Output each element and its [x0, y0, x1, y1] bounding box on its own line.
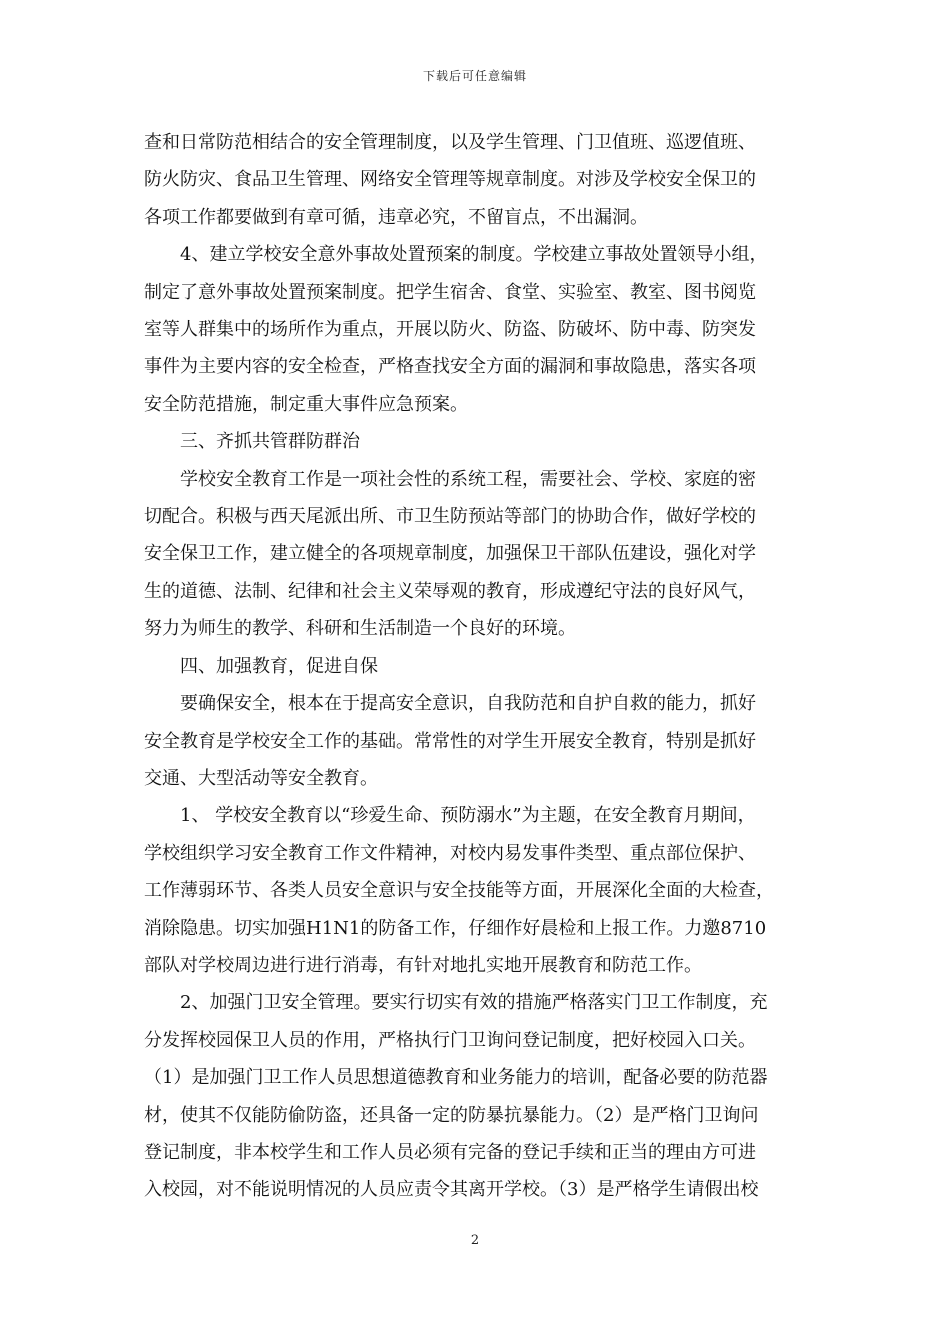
text-line: 要确保安全，根本在于提高安全意识，自我防范和自护自救的能力，抓好: [180, 693, 756, 715]
text-line: 入校园，对不能说明情况的人员应责令其离开学校。（3）是严格学生请假出校: [144, 1179, 759, 1201]
text-line: 学校组织学习安全教育工作文件精神，对校内易发事件类型、重点部位保护、: [144, 842, 756, 864]
text-line: 四、加强教育，促进自保: [180, 655, 378, 677]
text-line: 室等人群集中的场所作为重点，开展以防火、防盗、防破坏、防中毒、防突发: [144, 319, 756, 341]
text-line: 安全防范措施，制定重大事件应急预案。: [144, 393, 468, 415]
text-line: 部队对学校周边进行进行消毒，有针对地扎实地开展教育和防范工作。: [144, 954, 702, 976]
text-line: 防火防灾、食品卫生管理、网络安全管理等规章制度。对涉及学校安全保卫的: [144, 169, 756, 191]
text-line: 切配合。积极与西天尾派出所、市卫生防预站等部门的协助合作，做好学校的: [144, 506, 756, 528]
text-line: 安全保卫工作，建立健全的各项规章制度，加强保卫干部队伍建设，强化对学: [144, 543, 756, 565]
text-line: 材，使其不仅能防偷防盗，还具备一定的防暴抗暴能力。（2）是严格门卫询问: [144, 1104, 759, 1126]
text-line: 事件为主要内容的安全检查，严格查找安全方面的漏洞和事故隐患，落实各项: [144, 356, 756, 378]
text-line: 登记制度，非本校学生和工作人员必须有完备的登记手续和正当的理由方可进: [144, 1141, 756, 1163]
text-line: 2、加强门卫安全管理。要实行切实有效的措施严格落实门卫工作制度，充: [180, 992, 768, 1014]
text-line: 分发挥校园保卫人员的作用，严格执行门卫询问登记制度，把好校园入口关。: [144, 1029, 756, 1051]
text-line: 制定了意外事故处置预案制度。把学生宿舍、食堂、实验室、教室、图书阅览: [144, 281, 756, 303]
text-line: 消除隐患。切实加强H1N1的防备工作，仔细作好晨检和上报工作。力邀8710: [144, 917, 767, 939]
text-line: 4、建立学校安全意外事故处置预案的制度。学校建立事故处置领导小组，: [180, 244, 768, 266]
text-line: 交通、大型活动等安全教育。: [144, 767, 378, 789]
text-line: （1）是加强门卫工作人员思想道德教育和业务能力的培训，配备必要的防范器: [144, 1067, 768, 1089]
text-line: 学校安全教育工作是一项社会性的系统工程，需要社会、学校、家庭的密: [180, 468, 756, 490]
text-line: 三、齐抓共管群防群治: [180, 431, 360, 453]
text-line: 1、 学校安全教育以“珍爱生命、预防溺水”为主题，在安全教育月期间，: [180, 805, 756, 827]
text-line: 查和日常防范相结合的安全管理制度，以及学生管理、门卫值班、巡逻值班、: [144, 132, 756, 153]
page-number: 2: [470, 1233, 480, 1248]
page-header: 下载后可任意编辑: [422, 69, 527, 83]
text-line: 安全教育是学校安全工作的基础。常常性的对学生开展安全教育，特别是抓好: [144, 730, 756, 752]
text-line: 努力为师生的教学、科研和生活制造一个良好的环境。: [144, 618, 576, 640]
text-line: 各项工作都要做到有章可循，违章必究，不留盲点，不出漏洞。: [144, 206, 648, 228]
text-line: 工作薄弱环节、各类人员安全意识与安全技能等方面，开展深化全面的大检查，: [144, 880, 774, 902]
document-body: [144, 124, 810, 1209]
text-line: 生的道德、法制、纪律和社会主义荣辱观的教育，形成遵纪守法的良好风气，: [144, 580, 756, 602]
